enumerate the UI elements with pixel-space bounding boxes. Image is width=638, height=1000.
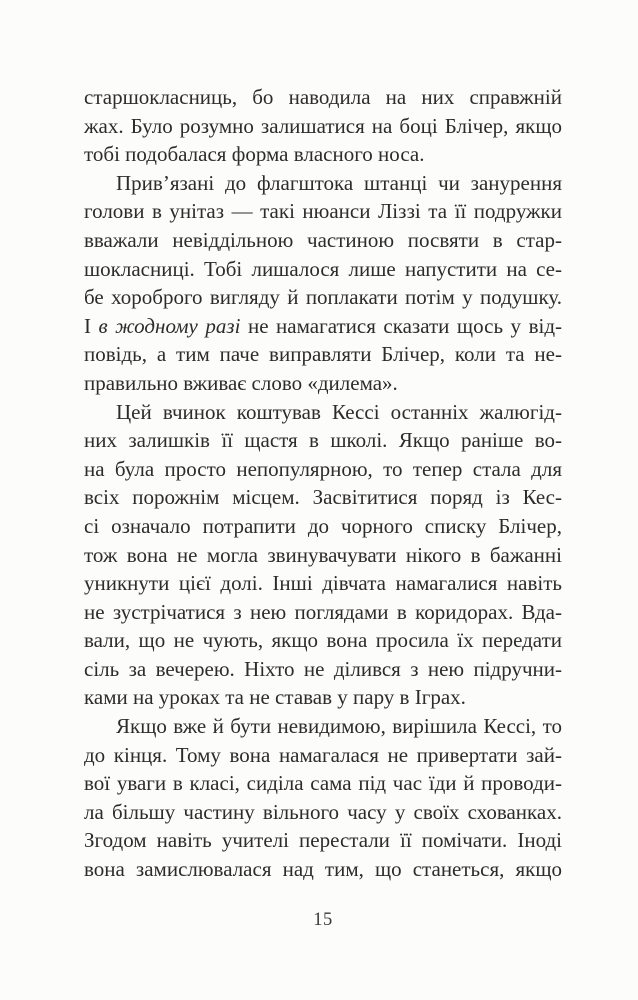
text-line: них залишків її щастя в школі. Якщо раніше во- [84, 428, 562, 453]
text-line: сі означало потрапити до чорного списку Блічер, [84, 513, 562, 538]
text-line: ла більшу частину вільного часу у своїх схованках. [84, 799, 562, 824]
text-line: уникнути цієї долі. Інші дівчата намагалися навіть [84, 571, 562, 596]
text-line: Прив’язані до флагштока штанці чи занурення [116, 170, 562, 195]
text-line: сіль за вечерею. Ніхто не ділився з нею підручни- [84, 656, 562, 681]
text-line: до кінця. Тому вона намагалася не привертати зай- [84, 742, 562, 767]
text-line: тож вона не могла звинувачувати нікого в бажанні [84, 542, 562, 567]
text-line: вона замислювалася над тим, що станеться, якщо [84, 857, 562, 882]
text-line: Згодом навіть учителі перестали її помічати. Іноді [84, 828, 562, 853]
text-line: ками на уроках та не ставав у пару в Іграх. [84, 685, 466, 710]
text-line: вважали невіддільною частиною посвяти в стар- [84, 227, 562, 252]
text-line: голови в унітаз — такі нюанси Ліззі та її подружки [84, 199, 562, 224]
page-number: 15 [313, 910, 333, 930]
text-line: Якщо вже й бути невидимою, вирішила Кессі, то [116, 714, 562, 739]
text-line: старшокласниць, бо наводила на них справжній [84, 85, 562, 109]
text-line: повідь, а тим паче виправляти Блічер, коли та не- [84, 342, 562, 367]
text-line: Цей вчинок коштував Кессі останніх жалюгід- [116, 399, 562, 424]
text-line: тобі подобалася форма власного носа. [84, 142, 425, 167]
text-line: вали, що не чують, якщо вона просила їх передати [84, 628, 562, 653]
text-line: жах. Було розумно залишатися на боці Блічер, якщо [84, 113, 562, 138]
text-line: І в жодному разі не намагатися сказати щось у від- [84, 313, 563, 338]
text-line: на була просто непопулярною, то тепер стала для [84, 456, 562, 481]
text-line: всіх порожнім місцем. Засвітитися поряд із Кес- [84, 485, 562, 510]
text-line: не зустрічатися з нею поглядами в коридорах. Вда- [84, 599, 562, 624]
text-line: вої уваги в класі, сиділа сама під час їди й проводи- [84, 771, 562, 796]
text-line: правильно вживає слово «дилема». [84, 370, 398, 395]
text-line: бе хороброго вигляду й поплакати потім у подушку. [84, 285, 562, 310]
page-text [84, 83, 562, 884]
text-line: шокласниці. Тобі лишалося лише напустити на се- [84, 256, 562, 281]
